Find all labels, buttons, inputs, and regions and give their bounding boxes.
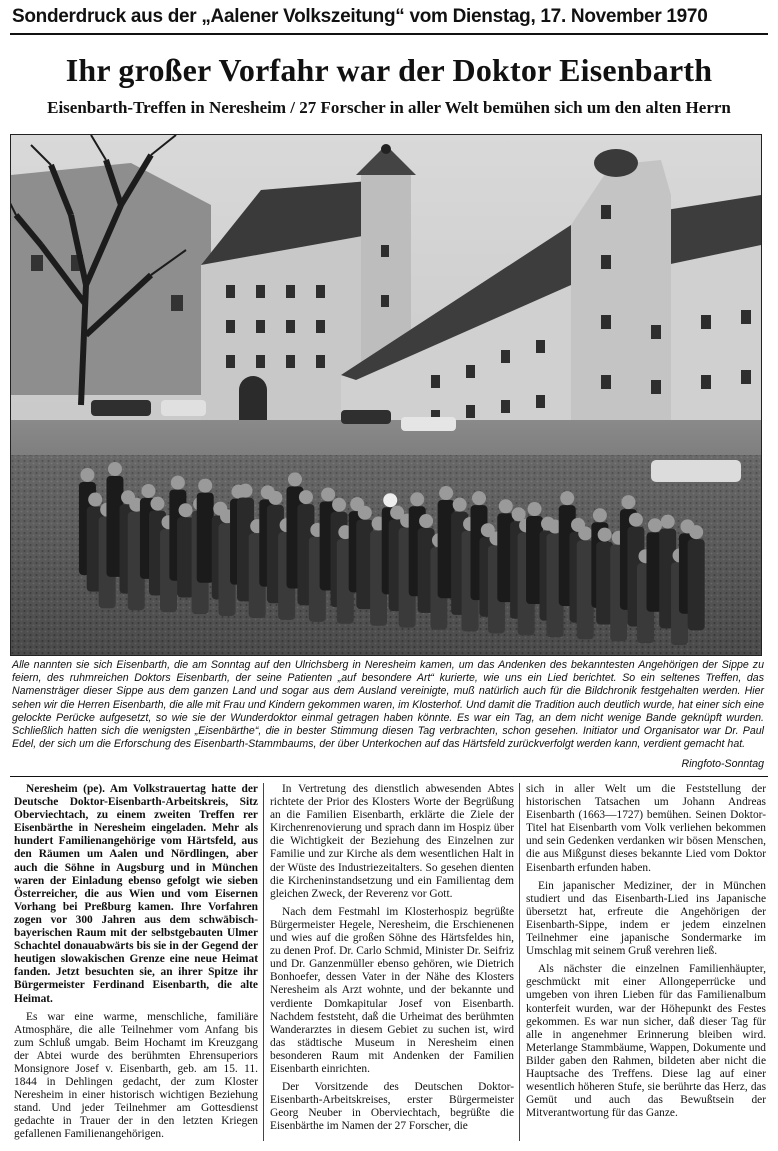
- person-head: [80, 468, 94, 482]
- person-head: [88, 493, 102, 507]
- article-column-3: [526, 783, 766, 1125]
- headline: Ihr großer Vorfahr war der Doktor Eisenbarth: [65, 52, 713, 88]
- article-paragraph: Es war eine warme, menschliche, familiäre Atmosphäre, die alle Teilnehmer vom Anfang bis zum Schluß umgab. Beim Hochamt im Kreuzgang der Abtei wurde des berühmten Ehrensuperiors Monsignore Josef v. Eisenbarth, geb. am 15. 11. 1844 in Dehlingen gedacht, der zum Kloster Neresheim in einer historisch wichtigen Beziehung stand. Und jeder Teilnehmer am Gottesdienst gedachte in Trauer der in den letzten Kriegen gefallenen Familienangehörigen.: [14, 1010, 258, 1141]
- person-silhouette: [177, 517, 194, 597]
- article-column-2: [270, 783, 514, 1138]
- person-head: [661, 515, 675, 529]
- person-head: [288, 472, 302, 486]
- person-head: [453, 498, 467, 512]
- article-paragraph: Neresheim (pe). Am Volkstrauertag hatte der Deutsche Doktor-Eisenbarth-Arbeitskreis, Sitz Oberviechtach, zu einem zweiten Treffen rer Eisenbärthe in Neresheim eingeladen. Mehr als hundert Familienangehörige vom Härtsfeld, aus den Räumen um Aalen und Nördlingen, aber auch die Söhne in Augsburg und in München waren der Einladung ebenso gefolgt wie sieben Österreicher, die aus Wien und vom Eisernen Vorhang bei Preßburg kamen. Ihre Vorfahren zogen vor 300 Jahren aus dem schwäbisch-bayerischen Raum mit der selbstgebauten Ulmer Schachtel donauabwärts bis sie in der Gegend der heutigen slowakischen Grenze eine neue Heimat fanden. Jetzt besuchten sie, an ihrer Spitze ihr Bürgermeister Ferdinand Eisenbarth, die alte Heimat.: [14, 783, 258, 1005]
- person-head: [499, 499, 513, 513]
- person-head: [598, 528, 612, 542]
- special-edition-line: Sonderdruck aus der „Aalener Volkszeitung“ vom Dienstag, 17. November 1970: [12, 6, 708, 27]
- person-head: [689, 525, 703, 539]
- group-photo: [10, 134, 762, 656]
- person-head: [358, 506, 372, 520]
- article-paragraph: Als nächster die einzelnen Familienhäupter, geschmückt mit einer Allongeperrücke und umgeben von ihren Lieben für das Familienalbum konterfeit wurden, war der Höhepunkt des Festes gekommen. Es war nun sicher, daß dieser Tag für alle in angenehmer Erinnerung bleiben wird. Meterlange Stammbäume, Wappen, Dokumente und Bilder gaben den Rahmen, bildeten aber nicht die Hauptsache des Treffens. Diese lag auf einer wesentlich höheren Stufe, sie berührte das Herz, das Gemüt und auch das Bewußtsein der Mitverantwortung für das Ganze.: [526, 963, 766, 1120]
- person-silhouette: [688, 539, 705, 630]
- person-head: [472, 491, 486, 505]
- person-head: [410, 492, 424, 506]
- person-head: [593, 508, 607, 522]
- left-building: [11, 163, 211, 395]
- person-head: [621, 495, 635, 509]
- person-head: [648, 518, 662, 532]
- article-paragraph: sich in aller Welt um die Feststellung der historischen Tatsachen um Johann Andreas Eisenbarth (1663—1727) bemühen. Seinen Doktor-Titel hat Eisenbarth vom Volk verliehen bekommen und sein Gedenken verdanken wir bösen Menschen, die aus Mißgunst dieses bekannte Lied vom Doktor Eisenbarth erfunden haben.: [526, 783, 766, 874]
- person-silhouette: [577, 540, 594, 639]
- person-head: [528, 502, 542, 516]
- person-head: [321, 487, 335, 501]
- person-head: [299, 490, 313, 504]
- photo-credit: Ringfoto-Sonntag: [681, 758, 764, 770]
- person-head: [179, 503, 193, 517]
- person-head: [108, 462, 122, 476]
- article-paragraph: Ein japanischer Mediziner, der in München studiert und das Eisenbarth-Lied ins Japanische übersetzt hat, erfreute die Angehörigen der Eisenbarth-Sippe, indem er jedem einzelnen Teilnehmer eine japanische Sondermarke im Umschlag mit seinem Gruß verehren ließ.: [526, 879, 766, 958]
- person-head: [268, 491, 282, 505]
- person-head: [332, 498, 346, 512]
- person-head: [560, 491, 574, 505]
- person-silhouette: [197, 493, 214, 583]
- person-head: [419, 514, 433, 528]
- article-paragraph: In Vertretung des dienstlich abwesenden Abtes richtete der Prior des Klosters Worte der Begrüßung an die Familien Eisenbarth, erklärte die Ziele der Kirchenrenovierung und sprach dann im Hospiz über die Wichtigkeit der Beziehung des Einzelnen zur Familie und zur Kirche als dem wesentlichen Halt in der Wüste des Industriezeitalters. So gesehen dienten die Kircheninstandsetzung und ein Familientag dem gleichen Zweck, der Reverenz vor Gott.: [270, 783, 514, 900]
- person-head: [239, 484, 253, 498]
- article-column-1: [14, 783, 258, 1147]
- person-head: [439, 486, 453, 500]
- person-head: [383, 493, 397, 507]
- header-rule: [10, 33, 768, 35]
- photo-caption: Alle nannten sie sich Eisenbarth, die am Sonntag auf den Ulrichsberg in Neresheim kamen, um das Andenken des bekanntesten Angehörigen der Sippe zu feiern, des ruhmreichen Doktors Eisenbarth, der seine Patienten „auf besondere Art“ kurierte, wie uns ein Lied berichtet. So ein seltenes Treffen, das Namensträger dieser Sippe aus dem ganzen Land und sogar aus dem Ausland vereinigte, muß natürlich auch für die Bildchronik festgehalten werden. Hier sehen wir die Herren Eisenbarth, die alle mit Frau und Kindern gekommen waren, im Klosterhof. Und damit die Tradition auch deutlich wurde, hat einer sich eine gelockte Perücke aufgesetzt, so wie sie der Wunderdoktor einmal getragen haben könnte. Es war ein Tag, an dem nicht wenige Bande geknüpft wurden. Schließlich hatten sich die wenigsten „Eisenbärthe“, die in bester Stimmung diesen Tag verbrachten, schon gesehen. Initiator und Organisator war Dr. Paul Edel, der sich um die Erforschung des Eisenbarth-Stammbaums, der über Unterkochen auf das Härtsfeld zurückverfolgt werden kann, verdient gemacht hat.: [12, 659, 764, 751]
- column-divider: [263, 783, 264, 1141]
- person-head: [150, 497, 164, 511]
- subheadline: Eisenbarth-Treffen in Neresheim / 27 Forscher in aller Welt bemühen sich um den alten Herrn: [47, 98, 731, 117]
- column-divider: [519, 783, 520, 1141]
- article-paragraph: Nach dem Festmahl im Klosterhospiz begrüßte Bürgermeister Hegele, Neresheim, die Erschienenen und wies auf die großen Söhne des Härtsfeldes hin, zu denen Prof. Dr. Carlo Schmid, Minister Dr. Seifriz und Dr. Ganzenmüller ebenso gehören, wie Dietrich Bonhoefer, dessen Vater in der Nähe des Klosters Neresheim als Arzt wohnte, und der bekannte und verdiente Domkapitular Josef von Eisenbarth. Nachdem feststeht, daß die Urheimat des berühmten Wanderarztes in diesem Gebiet zu suchen ist, wird das städtische Museum in Neresheim einen besonderen Raum mit Andenken der Familien Eisenbarth einrichten.: [270, 905, 514, 1075]
- person-head: [171, 476, 185, 490]
- person-head: [578, 526, 592, 540]
- person-head: [198, 479, 212, 493]
- person-head: [141, 484, 155, 498]
- caption-rule: [10, 776, 768, 777]
- person-head: [629, 513, 643, 527]
- article-paragraph: Der Vorsitzende des Deutschen Doktor-Eisenbarth-Arbeitskreises, erster Bürgermeister Georg Neuber in Oberviechtach, begrüßte die Eisenbärthe im Namen der 27 Forscher, die: [270, 1081, 514, 1133]
